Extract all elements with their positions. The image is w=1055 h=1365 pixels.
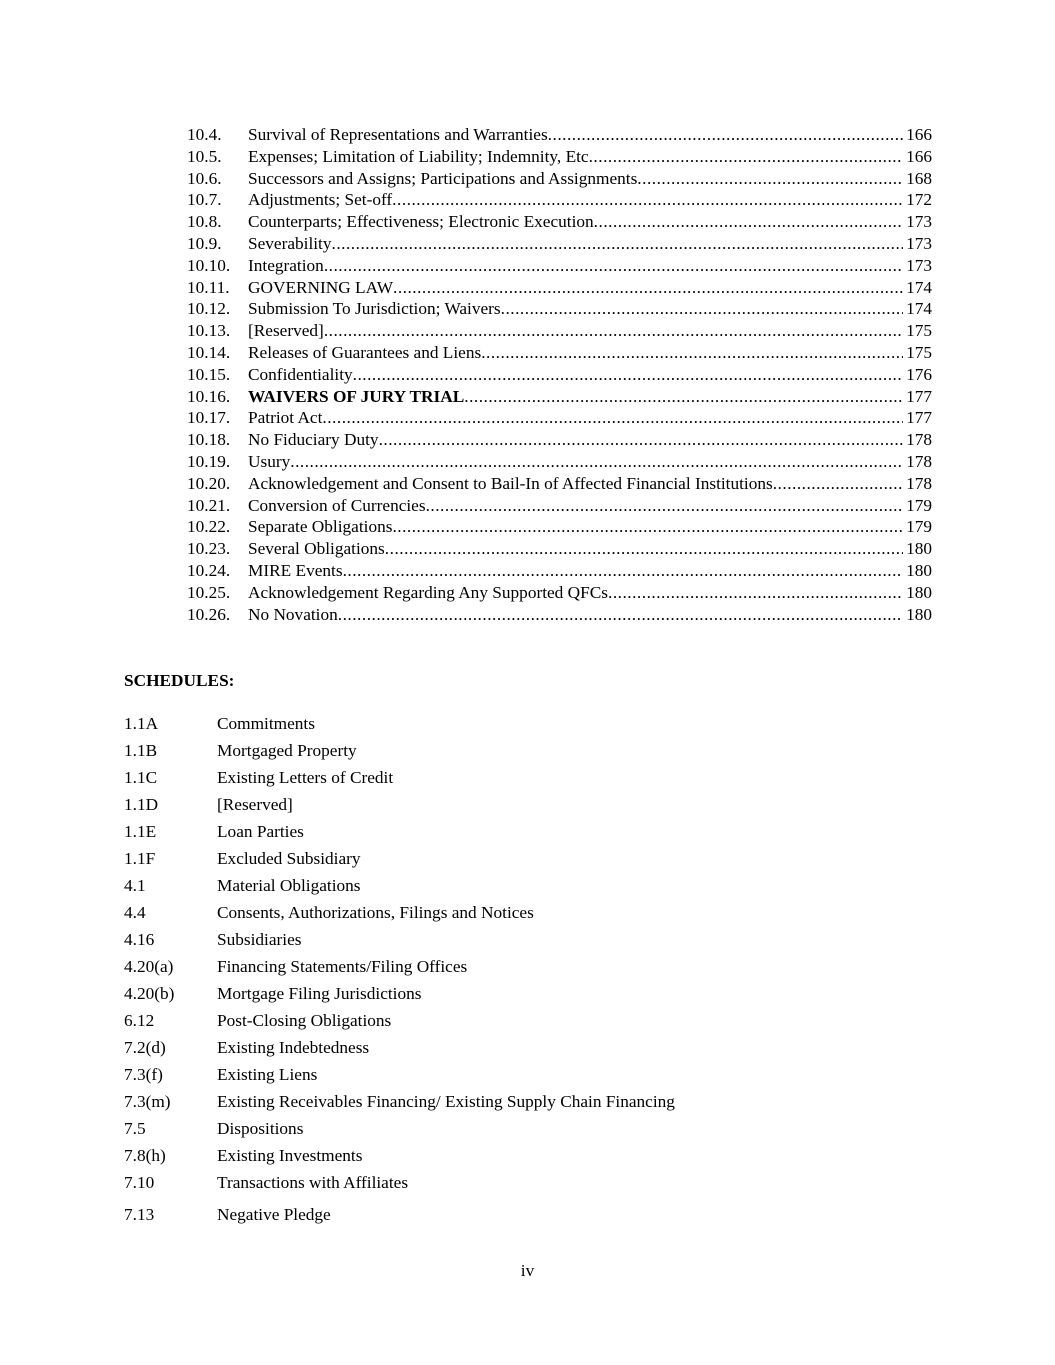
toc-entry-number: 10.25. [187, 582, 231, 602]
schedule-number: 1.1A [124, 714, 159, 733]
table-of-contents [187, 124, 932, 625]
toc-entry [187, 233, 932, 255]
schedule-entry [124, 1061, 924, 1088]
schedules-heading: SCHEDULES: [124, 671, 235, 690]
toc-dot-leader [393, 277, 903, 299]
schedule-entry [124, 926, 924, 953]
schedule-entry [124, 1034, 924, 1061]
schedule-number: 1.1E [124, 822, 157, 841]
schedule-title: [Reserved] [217, 795, 293, 814]
toc-entry-page: 173 [906, 212, 932, 232]
schedule-entry [124, 791, 924, 818]
toc-entry-number: 10.23. [187, 539, 231, 559]
toc-entry-page: 178 [906, 430, 932, 450]
toc-entry-number: 10.15. [187, 364, 231, 384]
schedule-entry [124, 1201, 924, 1228]
toc-entry-number: 10.24. [187, 560, 231, 580]
schedule-number: 7.3(f) [124, 1065, 163, 1084]
schedule-number: 7.8(h) [124, 1146, 166, 1165]
toc-entry-number: 10.7. [187, 190, 222, 210]
toc-entry-page: 180 [906, 582, 932, 602]
toc-entry [187, 407, 932, 429]
toc-dot-leader [353, 364, 903, 386]
toc-dot-leader [637, 168, 903, 190]
schedule-title: Existing Liens [217, 1065, 318, 1084]
toc-entry-page: 174 [906, 299, 932, 319]
toc-entry-page: 172 [906, 190, 932, 210]
schedule-entry [124, 737, 924, 764]
schedule-entry [124, 872, 924, 899]
toc-entry-title: Separate Obligations [248, 517, 393, 537]
toc-entry-title: Releases of Guarantees and Liens [248, 342, 482, 362]
toc-entry-page: 173 [906, 233, 932, 253]
schedule-title: Commitments [217, 714, 315, 733]
toc-entry-title: Conversion of Currencies [248, 495, 426, 515]
toc-entry-number: 10.17. [187, 408, 231, 428]
schedule-title: Existing Letters of Credit [217, 768, 394, 787]
toc-entry-title: Counterparts; Effectiveness; Electronic Execution [248, 212, 594, 232]
toc-entry-number: 10.8. [187, 212, 222, 232]
toc-entry-number: 10.20. [187, 473, 231, 493]
schedule-title: Post-Closing Obligations [217, 1011, 392, 1030]
schedule-number: 7.3(m) [124, 1092, 171, 1111]
toc-entry [187, 451, 932, 473]
schedule-number: 4.20(a) [124, 957, 174, 976]
toc-dot-leader [589, 146, 903, 168]
toc-entry [187, 168, 932, 190]
schedule-title: Excluded Subsidiary [217, 849, 361, 868]
toc-entry-number: 10.12. [187, 299, 231, 319]
toc-entry [187, 429, 932, 451]
toc-entry-page: 179 [906, 495, 932, 515]
schedule-entry [124, 953, 924, 980]
toc-dot-leader [608, 582, 903, 604]
toc-dot-leader [343, 560, 904, 582]
toc-entry-page: 166 [906, 146, 932, 166]
schedule-title: Financing Statements/Filing Offices [217, 957, 468, 976]
schedule-number: 7.13 [124, 1205, 155, 1224]
toc-entry-title: Confidentiality [248, 364, 353, 384]
schedule-entry [124, 1142, 924, 1169]
toc-entry [187, 189, 932, 211]
toc-entry-title: Adjustments; Set-off [248, 190, 393, 210]
toc-entry-number: 10.19. [187, 451, 231, 471]
toc-entry-page: 175 [906, 321, 932, 341]
toc-entry [187, 538, 932, 560]
toc-entry-number: 10.22. [187, 517, 231, 537]
toc-dot-leader [324, 255, 903, 277]
schedule-number: 1.1F [124, 849, 156, 868]
toc-dot-leader [501, 298, 903, 320]
toc-entry-page: 166 [906, 125, 932, 144]
toc-entry-title: WAIVERS OF JURY TRIAL [248, 386, 465, 406]
toc-entry-title: Several Obligations [248, 539, 385, 559]
schedule-title: Mortgage Filing Jurisdictions [217, 984, 422, 1003]
schedule-entry [124, 1169, 924, 1196]
toc-entry-title: Severability [248, 233, 332, 253]
toc-entry-title: Submission To Jurisdiction; Waivers [248, 299, 501, 319]
toc-entry-title: Acknowledgement and Consent to Bail-In of Affected Financial Institutions [248, 473, 773, 493]
schedule-title: Loan Parties [217, 822, 304, 841]
toc-entry [187, 124, 932, 146]
toc-entry-title: Acknowledgement Regarding Any Supported QFCs [248, 582, 608, 602]
toc-entry-title: Usury [248, 451, 291, 471]
toc-entry-title: MIRE Events [248, 560, 343, 580]
toc-entry-page: 180 [906, 539, 932, 559]
toc-entry [187, 255, 932, 277]
schedule-number: 1.1B [124, 741, 158, 760]
schedule-entry [124, 710, 924, 737]
schedules-list [124, 710, 924, 1228]
schedule-number: 7.2(d) [124, 1038, 166, 1057]
toc-entry-title: Patriot Act [248, 408, 323, 428]
schedule-entry [124, 1115, 924, 1142]
toc-entry-page: 179 [906, 517, 932, 537]
schedule-entry [124, 980, 924, 1007]
toc-entry-title: GOVERNING LAW [248, 277, 393, 297]
toc-entry-page: 168 [906, 168, 932, 188]
toc-dot-leader [338, 604, 903, 626]
page-number: iv [520, 1261, 535, 1280]
toc-entry-page: 178 [906, 451, 932, 471]
toc-entry-number: 10.4. [187, 125, 222, 144]
toc-entry-number: 10.5. [187, 146, 222, 166]
toc-entry-title: No Novation [248, 604, 338, 624]
toc-entry [187, 277, 932, 299]
toc-entry-number: 10.14. [187, 342, 231, 362]
toc-entry-page: 177 [906, 408, 932, 428]
schedule-title: Dispositions [217, 1119, 304, 1138]
schedule-number: 4.16 [124, 930, 155, 949]
schedule-title: Transactions with Affiliates [217, 1173, 409, 1192]
toc-entry-title: Expenses; Limitation of Liability; Indemnity, Etc [248, 146, 589, 166]
schedule-entry [124, 845, 924, 872]
schedule-title: Material Obligations [217, 876, 361, 895]
schedule-title: Mortgaged Property [217, 741, 357, 760]
toc-entry-page: 175 [906, 342, 932, 362]
schedule-number: 4.20(b) [124, 984, 175, 1003]
toc-dot-leader [773, 473, 903, 495]
schedule-number: 4.4 [124, 903, 146, 922]
toc-dot-leader [594, 211, 903, 233]
toc-dot-leader [322, 407, 903, 429]
toc-entry [187, 146, 932, 168]
toc-entry [187, 560, 932, 582]
schedule-number: 1.1D [124, 795, 159, 814]
schedule-title: Negative Pledge [217, 1205, 331, 1224]
toc-entry-number: 10.21. [187, 495, 231, 515]
toc-entry-title: [Reserved] [248, 321, 324, 341]
schedule-title: Subsidiaries [217, 930, 302, 949]
schedule-number: 7.5 [124, 1119, 146, 1138]
toc-entry-page: 173 [906, 255, 932, 275]
toc-entry-page: 176 [906, 364, 932, 384]
toc-entry-number: 10.9. [187, 233, 222, 253]
schedule-number: 6.12 [124, 1011, 155, 1030]
toc-entry [187, 342, 932, 364]
toc-entry [187, 473, 932, 495]
toc-entry-page: 177 [906, 386, 932, 406]
toc-dot-leader [379, 429, 904, 451]
toc-entry-number: 10.11. [187, 277, 230, 297]
schedule-title: Existing Indebtedness [217, 1038, 370, 1057]
toc-entry [187, 386, 932, 408]
schedule-title: Existing Receivables Financing/ Existing Supply Chain Financing [217, 1092, 675, 1111]
toc-dot-leader [392, 516, 903, 538]
toc-entry-page: 178 [906, 473, 932, 493]
schedule-entry [124, 1088, 924, 1115]
toc-dot-leader [464, 386, 903, 408]
schedule-title: Existing Investments [217, 1146, 363, 1165]
toc-entry-page: 174 [906, 277, 932, 297]
toc-entry [187, 320, 932, 342]
toc-entry-number: 10.16. [187, 386, 231, 406]
toc-dot-leader [426, 495, 904, 517]
schedule-entry [124, 818, 924, 845]
toc-entry-title: Survival of Representations and Warranties [248, 125, 548, 144]
toc-entry [187, 364, 932, 386]
toc-entry-number: 10.18. [187, 430, 231, 450]
toc-entry-title: Successors and Assigns; Participations and Assignments [248, 168, 638, 188]
toc-entry-page: 180 [906, 560, 932, 580]
schedule-entry [124, 1007, 924, 1034]
toc-entry [187, 604, 932, 626]
toc-entry-page: 180 [906, 604, 932, 624]
toc-entry-number: 10.6. [187, 168, 222, 188]
toc-dot-leader [392, 189, 903, 211]
toc-entry-number: 10.10. [187, 255, 231, 275]
toc-entry [187, 211, 932, 233]
toc-dot-leader [385, 538, 903, 560]
schedule-entry [124, 764, 924, 791]
toc-entry-title: Integration [248, 255, 324, 275]
toc-dot-leader [290, 451, 903, 473]
schedule-title: Consents, Authorizations, Filings and Notices [217, 903, 534, 922]
schedule-entry [124, 899, 924, 926]
toc-dot-leader [324, 320, 903, 342]
toc-dot-leader [548, 124, 903, 146]
schedule-number: 4.1 [124, 876, 146, 895]
toc-entry-title: No Fiduciary Duty [248, 430, 379, 450]
schedule-number: 7.10 [124, 1173, 155, 1192]
schedule-number: 1.1C [124, 768, 158, 787]
toc-entry-number: 10.26. [187, 604, 231, 624]
toc-dot-leader [481, 342, 903, 364]
toc-entry-number: 10.13. [187, 321, 231, 341]
toc-entry [187, 516, 932, 538]
toc-entry [187, 495, 932, 517]
toc-entry [187, 298, 932, 320]
toc-entry [187, 582, 932, 604]
toc-dot-leader [332, 233, 904, 255]
